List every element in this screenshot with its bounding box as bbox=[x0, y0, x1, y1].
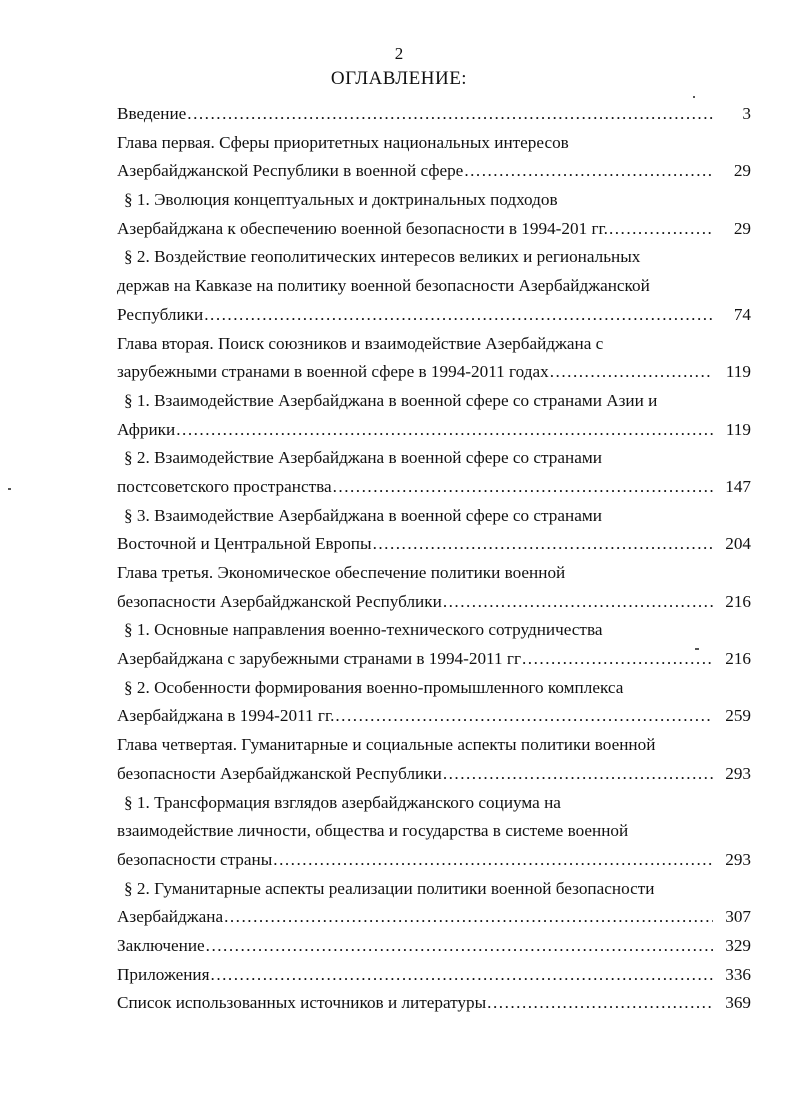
scan-speck bbox=[8, 488, 11, 490]
scan-speck bbox=[695, 648, 699, 650]
scan-speck bbox=[693, 96, 695, 98]
toc-entry-last-line bbox=[117, 760, 751, 789]
dot-leader bbox=[204, 301, 713, 330]
toc-entry bbox=[117, 731, 751, 788]
toc-page-number: 74 bbox=[733, 304, 751, 324]
toc-entry-line: взаимодействие личности, общества и государства в системе военной bbox=[117, 821, 629, 841]
toc-entry-text: Азербайджанской Республики в военной сфере bbox=[117, 161, 464, 181]
toc-entry bbox=[117, 875, 751, 932]
toc-entry-text: безопасности Азербайджанской Республики bbox=[117, 763, 442, 783]
toc-entry-line: Глава третья. Экономическое обеспечение политики военной bbox=[117, 563, 566, 582]
toc-entry-last-line bbox=[117, 358, 751, 387]
toc-entry-last-line bbox=[117, 702, 751, 731]
toc-page-number: 307 bbox=[725, 907, 751, 927]
toc-entry-text: Республики bbox=[117, 304, 204, 324]
toc-entry-line: § 1. Трансформация взглядов азербайджанского социума на bbox=[124, 792, 561, 812]
toc-page-number: 119 bbox=[725, 362, 751, 382]
toc-entry-text: Заключение bbox=[117, 935, 205, 955]
toc-entry bbox=[117, 502, 751, 559]
dot-leader bbox=[176, 416, 713, 445]
dot-leader bbox=[333, 473, 713, 502]
toc-entry-line: Глава вторая. Поиск союзников и взаимодействие Азербайджана с bbox=[117, 333, 604, 353]
toc-entry-line: § 1. Основные направления военно-технического сотрудничества bbox=[124, 620, 603, 640]
toc-page-number: 147 bbox=[725, 476, 751, 496]
toc-page-number: 3 bbox=[742, 104, 751, 123]
toc-page-number: 336 bbox=[725, 964, 751, 984]
toc-entry-last-line bbox=[117, 903, 751, 932]
toc-entry-last-line bbox=[117, 588, 751, 617]
toc-entry bbox=[117, 932, 751, 961]
dot-leader bbox=[373, 530, 713, 559]
toc-entry-last-line bbox=[117, 301, 751, 330]
toc-entry-text: Азербайджана к обеспечению военной безопасности в 1994-201 гг. bbox=[117, 218, 608, 238]
dot-leader bbox=[443, 588, 713, 617]
toc-entry-last-line bbox=[117, 416, 751, 445]
toc-entry-text: безопасности Азербайджанской Республики bbox=[117, 591, 442, 611]
toc-page-number: 293 bbox=[725, 763, 751, 783]
toc-entry-line: § 2. Особенности формирования военно-промышленного комплекса bbox=[124, 677, 624, 697]
toc-entry-text: Азербайджана в 1994-2011 гг. bbox=[117, 706, 335, 726]
toc-entry-line: держав на Кавказе на политику военной безопасности Азербайджанской bbox=[117, 276, 650, 296]
dot-leader bbox=[609, 215, 713, 244]
toc-entry-last-line bbox=[117, 645, 751, 674]
dot-leader bbox=[443, 760, 713, 789]
toc-entry bbox=[117, 789, 751, 875]
toc-entry bbox=[117, 100, 751, 129]
toc-entry-text: Приложения bbox=[117, 964, 210, 984]
toc-entry-line: § 1. Взаимодействие Азербайджана в военной сфере со странами Азии и bbox=[124, 390, 658, 410]
toc-entry-line: Глава первая. Сферы приоритетных национальных интересов bbox=[117, 132, 569, 152]
toc-page-number: 119 bbox=[725, 419, 751, 439]
toc-page-number: 259 bbox=[725, 706, 751, 726]
toc-entry-text: Азербайджана bbox=[117, 907, 224, 927]
toc-entry-last-line bbox=[117, 932, 751, 961]
toc-entry bbox=[117, 387, 751, 444]
toc-entry-last-line bbox=[117, 215, 751, 244]
toc-page-number: 216 bbox=[725, 649, 751, 669]
dot-leader bbox=[487, 989, 713, 1018]
toc-page-number: 29 bbox=[733, 218, 751, 238]
toc-entry bbox=[117, 559, 751, 616]
toc-entry-line: § 2. Гуманитарные аспекты реализации политики военной безопасности bbox=[124, 878, 655, 898]
toc-entry-text: постсоветского пространства bbox=[117, 476, 332, 496]
toc-title: ОГЛАВЛЕНИЕ: bbox=[330, 68, 468, 89]
toc-entry-text: Введение bbox=[117, 104, 187, 123]
toc-entry-last-line bbox=[117, 989, 751, 1018]
page-number: 2 bbox=[394, 44, 404, 63]
toc-page-number: 204 bbox=[725, 534, 751, 554]
toc-entry-line: Глава четвертая. Гуманитарные и социальные аспекты политики военной bbox=[117, 735, 656, 755]
dot-leader bbox=[522, 645, 713, 674]
toc-page-number: 216 bbox=[725, 591, 751, 611]
toc-entry bbox=[117, 989, 751, 1018]
toc-entry-text: Восточной и Центральной Европы bbox=[117, 534, 372, 554]
toc-entry-text: Африки bbox=[117, 419, 176, 439]
toc-entry bbox=[117, 243, 751, 329]
toc-page-number: 369 bbox=[725, 993, 751, 1013]
toc-entry bbox=[117, 129, 751, 186]
dot-leader bbox=[211, 961, 713, 990]
toc-entry-line: § 2. Взаимодействие Азербайджана в военной сфере со странами bbox=[124, 448, 602, 468]
toc-entry bbox=[117, 674, 751, 731]
toc-entry-text: безопасности страны bbox=[117, 849, 273, 869]
toc-entry bbox=[117, 961, 751, 990]
toc-entry-last-line bbox=[117, 473, 751, 502]
toc-entry-text: Азербайджана с зарубежными странами в 1994-2011 гг bbox=[117, 649, 521, 669]
toc-entry bbox=[117, 186, 751, 243]
dot-leader bbox=[187, 100, 713, 129]
toc-entry-last-line bbox=[117, 961, 751, 990]
toc-entry bbox=[117, 616, 751, 673]
dot-leader bbox=[550, 358, 713, 387]
dot-leader bbox=[206, 932, 713, 961]
toc-entry-text: Список использованных источников и литературы bbox=[117, 993, 487, 1013]
toc-page-number: 29 bbox=[733, 161, 751, 181]
toc-entry-text: зарубежными странами в военной сфере в 1994-2011 годах bbox=[117, 362, 549, 382]
toc-entry-line: § 1. Эволюция концептуальных и доктринальных подходов bbox=[124, 190, 558, 210]
dot-leader bbox=[464, 157, 713, 186]
toc-entry-last-line bbox=[117, 530, 751, 559]
toc-page-number: 329 bbox=[725, 935, 751, 955]
toc-entry-line: § 3. Взаимодействие Азербайджана в военной сфере со странами bbox=[124, 505, 602, 525]
toc-entry-last-line bbox=[117, 157, 751, 186]
dot-leader bbox=[273, 846, 713, 875]
dot-leader bbox=[335, 702, 713, 731]
toc-entry bbox=[117, 330, 751, 387]
toc-page-number: 293 bbox=[725, 849, 751, 869]
toc-entry bbox=[117, 444, 751, 501]
toc-entry-line: § 2. Воздействие геополитических интересов великих и региональных bbox=[124, 247, 641, 267]
table-of-contents bbox=[117, 100, 751, 1018]
dot-leader bbox=[224, 903, 713, 932]
toc-entry-last-line bbox=[117, 846, 751, 875]
toc-entry-last-line bbox=[117, 100, 751, 129]
